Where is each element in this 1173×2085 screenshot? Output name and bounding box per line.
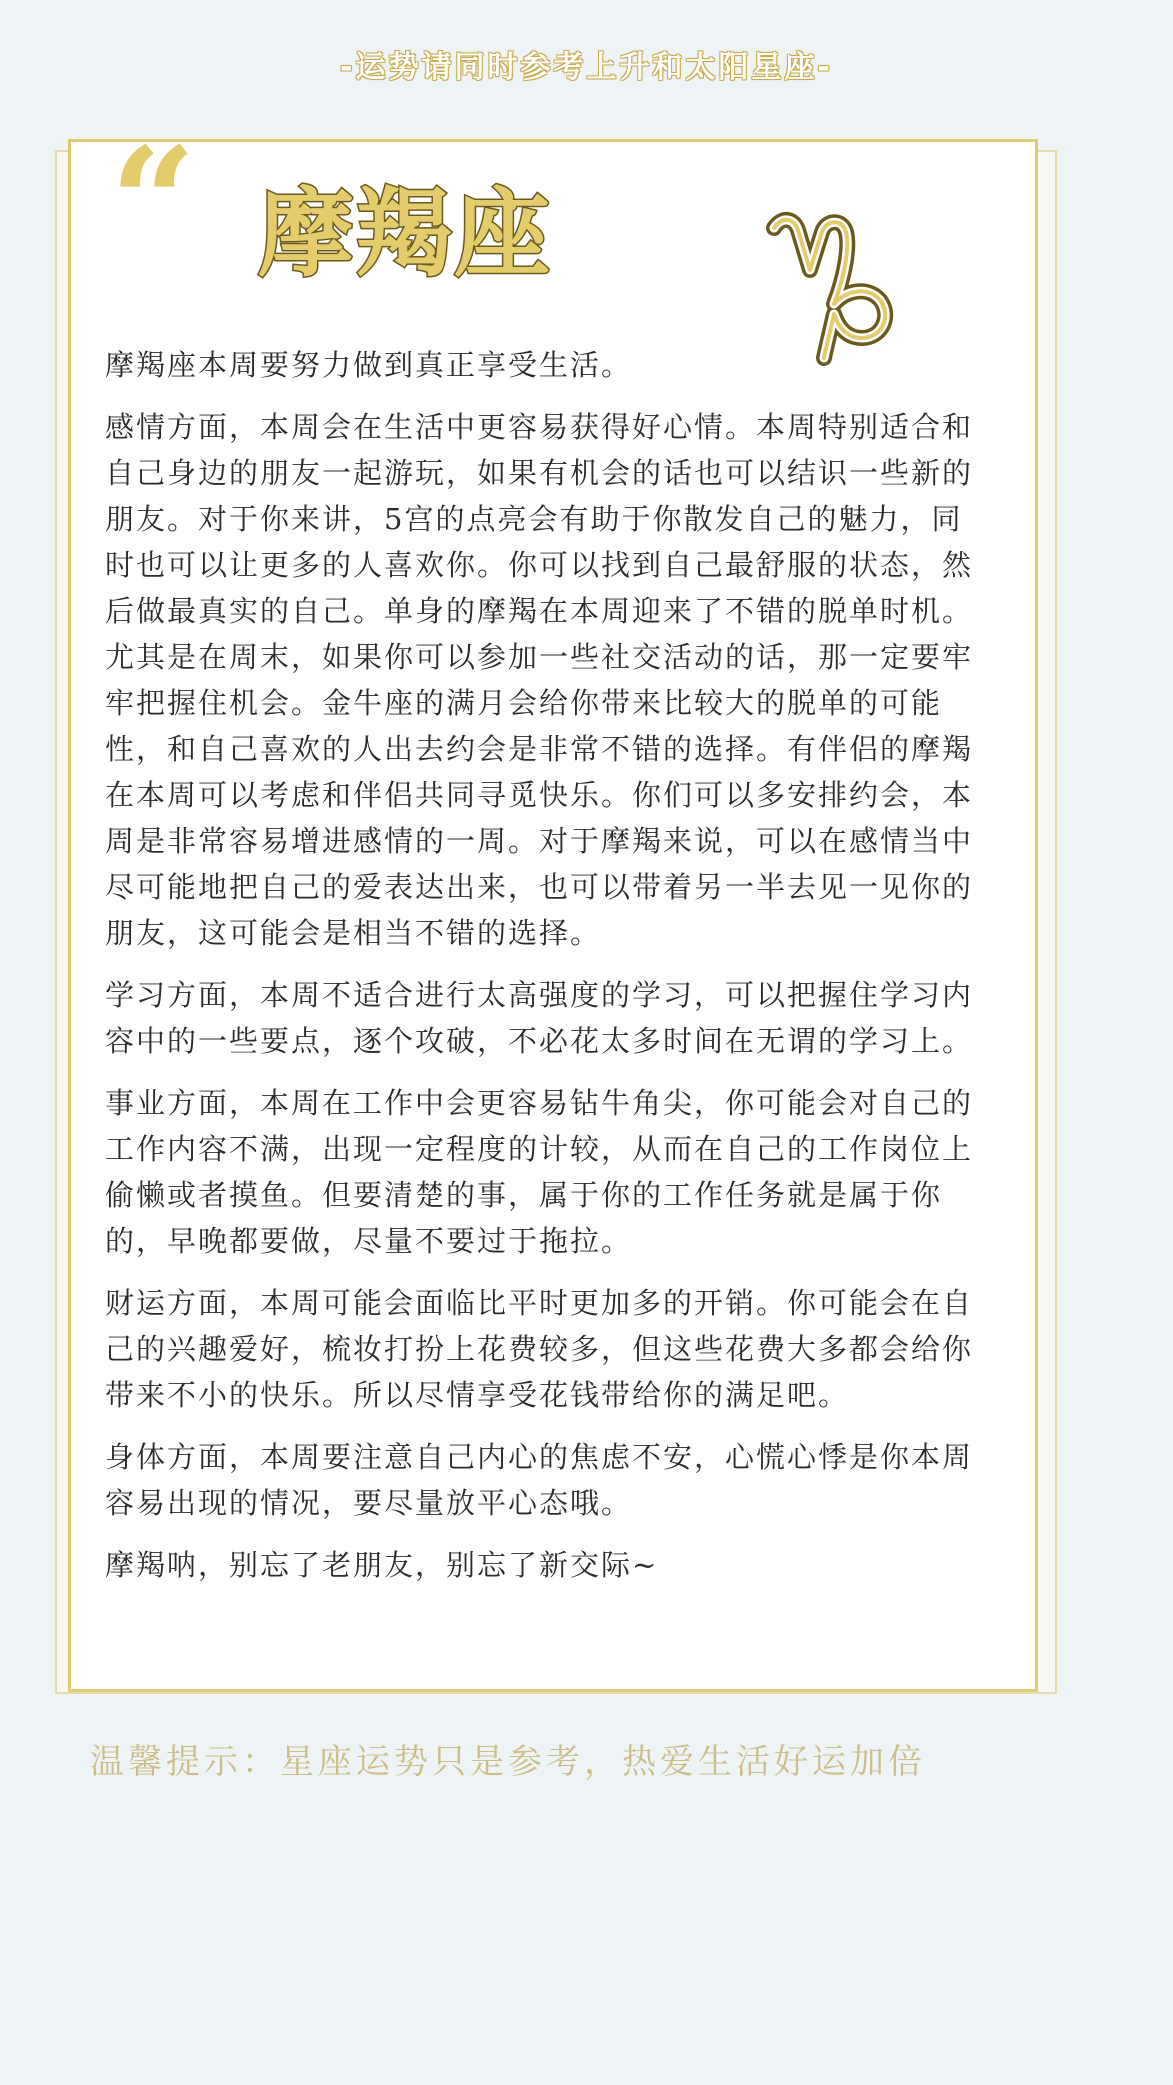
horoscope-content: [105, 342, 985, 1604]
quote-mark-icon: “: [110, 115, 197, 291]
closing-paragraph: 摩羯呐，别忘了老朋友，别忘了新交际~: [105, 1548, 659, 1582]
intro-paragraph: 摩羯座本周要努力做到真正享受生活。: [105, 348, 633, 382]
footer-tip: 温馨提示：星座运势只是参考，热爱生活好运加倍: [90, 1742, 926, 1782]
love-paragraph: 感情方面，本周会在生活中更容易获得好心情。本周特别适合和自己身边的朋友一起游玩，如果有机会的话也可以结识一些新的朋友。对于你来讲，5宫的点亮会有助于你散发自己的魅力，同时也可以让更多的人喜欢你。你可以找到自己最舒服的状态，然后做最真实的自己。单身的摩羯在本周迎来了不错的脱单时机。尤其是在周末，如果你可以参加一些社交活动的话，那一定要牢牢把握住机会。金牛座的满月会给你带来比较大的脱单的可能性，和自己喜欢的人出去约会是非常不错的选择。有伴侣的摩羯在本周可以考虑和伴侣共同寻觅快乐。你们可以多安排约会，本周是非常容易增进感情的一周。对于摩羯来说，可以在感情当中尽可能地把自己的爱表达出来，也可以带着另一半去见一见你的朋友，这可能会是相当不错的选择。: [105, 410, 974, 950]
career-paragraph: 事业方面，本周在工作中会更容易钻牛角尖，你可能会对自己的工作内容不满，出现一定程度的计较，从而在自己的工作岗位上偷懒或者摸鱼。但要清楚的事，属于你的工作任务就是属于你的，早晚都要做，尽量不要过于拖拉。: [105, 1086, 974, 1258]
finance-paragraph: 财运方面，本周可能会面临比平时更加多的开销。你可能会在自己的兴趣爱好，梳妆打扮上花费较多，但这些花费大多都会给你带来不小的快乐。所以尽情享受花钱带给你的满足吧。: [105, 1286, 974, 1412]
top-note: -运势请同时参考上升和太阳星座-: [340, 50, 833, 85]
sign-title: 摩羯座: [258, 178, 552, 290]
health-paragraph: 身体方面，本周要注意自己内心的焦虑不安，心慌心悸是你本周容易出现的情况，要尽量放平心态哦。: [105, 1440, 974, 1520]
study-paragraph: 学习方面，本周不适合进行太高强度的学习，可以把握住学习内容中的一些要点，逐个攻破，不必花太多时间在无谓的学习上。: [105, 978, 974, 1058]
